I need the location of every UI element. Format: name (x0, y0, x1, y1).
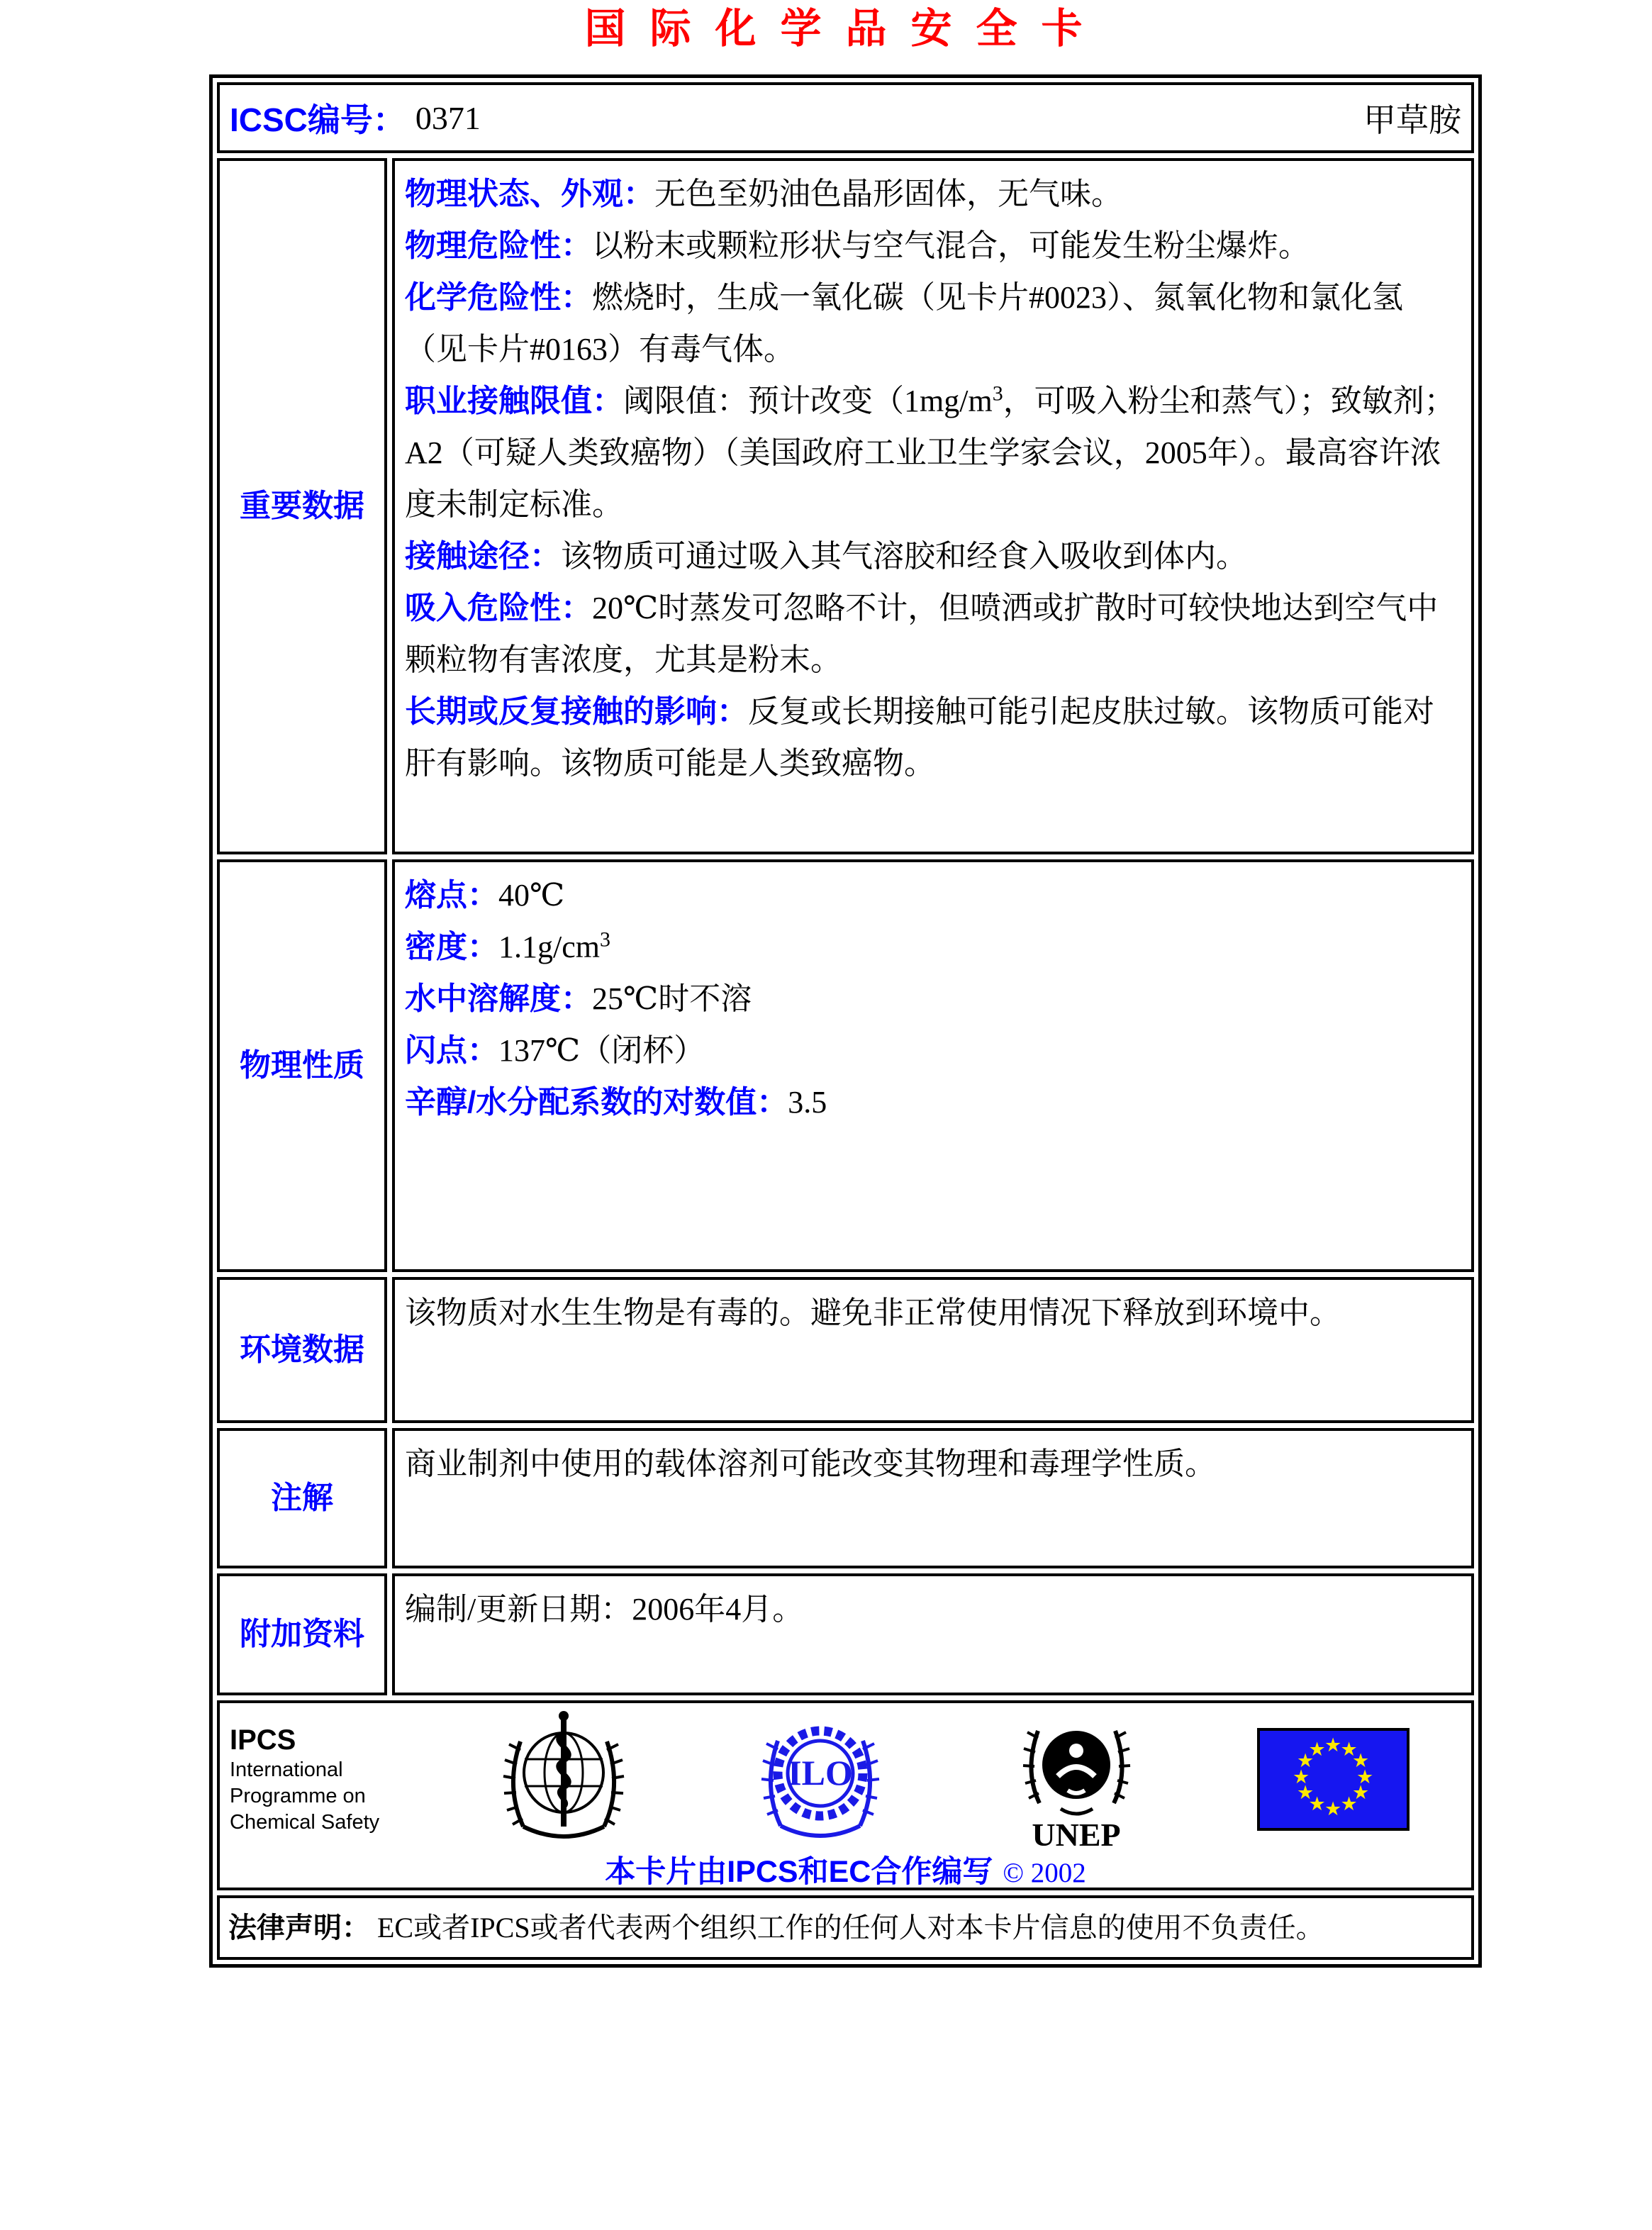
environmental-data-content (392, 1277, 1474, 1423)
notes-row (217, 1428, 1474, 1568)
field-label: 闪点： (405, 1033, 498, 1068)
notes-content (392, 1428, 1474, 1568)
eu-star-icon: ★ (1340, 1738, 1358, 1761)
section-label-important-data: 重要数据 (217, 158, 387, 854)
field-label: 水中溶解度： (405, 981, 592, 1016)
eu-star-icon: ★ (1340, 1793, 1358, 1816)
field-label: 编制/更新日期： (405, 1592, 632, 1627)
field-label: 物理状态、外观： (405, 177, 654, 211)
eu-star-icon: ★ (1324, 1734, 1342, 1756)
field-text: ，可吸入粉尘和蒸气）；致敏剂；A2（可疑人类致癌物）（美国政府工业卫生学家会议，2005年）。最高容许浓度未制定标准。 (405, 384, 1456, 522)
field-text: 以粉末或颗粒形状与空气混合，可能发生粉尘爆炸。 (592, 228, 1310, 263)
additional-information-row (217, 1573, 1474, 1695)
item-octanol-water-partition (405, 1076, 1461, 1128)
item-inhalation-risk (405, 582, 1461, 686)
ipcs-name-line: Chemical Safety (230, 1810, 380, 1834)
ilo-logo-slot (692, 1708, 949, 1851)
item-chemical-dangers (405, 272, 1461, 375)
important-data-row (217, 158, 1474, 854)
item-occupational-exposure-limits (405, 375, 1461, 530)
eu-star-icon: ★ (1324, 1797, 1342, 1820)
field-text: 25℃时不溶 (592, 981, 752, 1016)
notes-text: 商业制剂中使用的载体溶剂可能改变其物理和毒理学性质。 (405, 1446, 1216, 1481)
who-icon (496, 1707, 631, 1851)
field-text: 3.5 (788, 1085, 827, 1120)
logos-row (217, 1700, 1474, 1890)
icsc-number-value: 0371 (415, 99, 481, 136)
item-density (405, 921, 1461, 973)
item-physical-state-appearance (405, 168, 1461, 220)
field-label: 职业接触限值： (405, 384, 623, 418)
physical-properties-row (217, 859, 1474, 1272)
chemical-name: 甲草胺 (1363, 102, 1461, 138)
field-label: 长期或反复接触的影响： (405, 694, 748, 729)
eu-star-icon: ★ (1351, 1750, 1370, 1772)
field-label: 接触途径： (405, 539, 561, 574)
item-melting-point (405, 869, 1461, 921)
who-logo-slot (435, 1707, 692, 1851)
field-text: 该物质可通过吸入其气溶胶和经食入吸收到体内。 (561, 539, 1247, 574)
field-text: 1.1g/cm (498, 930, 600, 964)
field-text: 燃烧时，生成一氧化碳（见卡片#0023）、氮氧化物和氯化氢（见卡片#0163）有毒气体。 (405, 280, 1403, 367)
environmental-data-row (217, 1277, 1474, 1423)
field-text: 阈限值：预计改变（1mg/m (623, 384, 993, 418)
eu-star-icon: ★ (1297, 1782, 1315, 1804)
field-label: 密度： (405, 930, 498, 964)
page-title: 国际化学品安全卡 (584, 6, 1107, 52)
legal-notice-cell (217, 1895, 1474, 1960)
ipcs-block (230, 1723, 435, 1836)
physical-properties-content (392, 859, 1474, 1272)
legal-notice-row (217, 1895, 1474, 1960)
ipcs-name-line: International (230, 1758, 343, 1781)
item-flash-point (405, 1025, 1461, 1076)
unep-icon (1018, 1704, 1135, 1855)
environmental-text: 该物质对水生生物是有毒的。避免非正常使用情况下释放到环境中。 (405, 1295, 1341, 1330)
eu-star-icon: ★ (1308, 1793, 1326, 1816)
icsc-page (0, 4, 1652, 2230)
field-text: 137℃（闭杯） (498, 1033, 705, 1068)
section-label-environmental-data: 环境数据 (217, 1277, 387, 1423)
field-text: 2006年4月。 (632, 1592, 804, 1627)
superscript: 3 (599, 927, 610, 952)
item-long-term-effects (405, 686, 1461, 789)
eu-star-icon: ★ (1297, 1750, 1315, 1772)
eu-star-icon: ★ (1308, 1738, 1326, 1761)
eu-flag-icon (1257, 1728, 1410, 1831)
field-label: 熔点： (405, 878, 498, 913)
field-label: 物理危险性： (405, 228, 592, 263)
section-label-additional-information: 附加资料 (217, 1573, 387, 1695)
eu-star-icon: ★ (1293, 1766, 1310, 1788)
item-water-solubility (405, 973, 1461, 1025)
logos-cell (217, 1700, 1474, 1890)
important-data-content (392, 158, 1474, 854)
eu-star-icon: ★ (1351, 1782, 1370, 1804)
ipcs-name-line: Programme on (230, 1784, 366, 1807)
legal-notice-text: EC或者IPCS或者代表两个组织工作的任何人对本卡片信息的使用不负责任。 (377, 1911, 1324, 1944)
unep-logo-slot (949, 1704, 1205, 1855)
field-label: 化学危险性： (405, 280, 592, 315)
field-text: 20℃时蒸发可忽略不计，但喷洒或扩散时可较快地达到空气中颗粒物有害浓度，尤其是粉末。 (405, 591, 1439, 677)
eu-flag-slot (1205, 1728, 1461, 1831)
field-text: 无色至奶油色晶形固体，无气味。 (654, 177, 1122, 211)
icsc-number-label: ICSC编号： (230, 101, 406, 138)
field-label: 辛醇/水分配系数的对数值： (405, 1085, 788, 1120)
header-cell (217, 82, 1474, 153)
section-label-physical-properties: 物理性质 (217, 859, 387, 1272)
field-text: 40℃ (498, 878, 565, 913)
credit-line (230, 1852, 1461, 1893)
ilo-icon (757, 1708, 884, 1851)
icsc-card-table (209, 74, 1482, 1968)
header-row (217, 82, 1474, 153)
section-label-notes: 注解 (217, 1428, 387, 1568)
legal-notice-label: 法律声明： (228, 1912, 370, 1944)
eu-star-icon: ★ (1356, 1766, 1374, 1788)
field-label: 吸入危险性： (405, 591, 592, 625)
credit-year: © 2002 (1003, 1858, 1086, 1888)
superscript: 3 (992, 381, 1003, 406)
item-physical-dangers (405, 220, 1461, 272)
ipcs-acronym: IPCS (230, 1724, 296, 1756)
additional-information-content (392, 1573, 1474, 1695)
unep-label: UNEP (1032, 1816, 1121, 1851)
ilo-label: ILO (787, 1752, 853, 1793)
credit-text: 本卡片由IPCS和EC合作编写 (605, 1855, 993, 1889)
field-text: 反复或长期接触可能引起皮肤过敏。该物质可能对肝有影响。该物质可能是人类致癌物。 (405, 694, 1434, 781)
item-update-date (405, 1583, 1461, 1635)
item-routes-of-exposure (405, 530, 1461, 582)
